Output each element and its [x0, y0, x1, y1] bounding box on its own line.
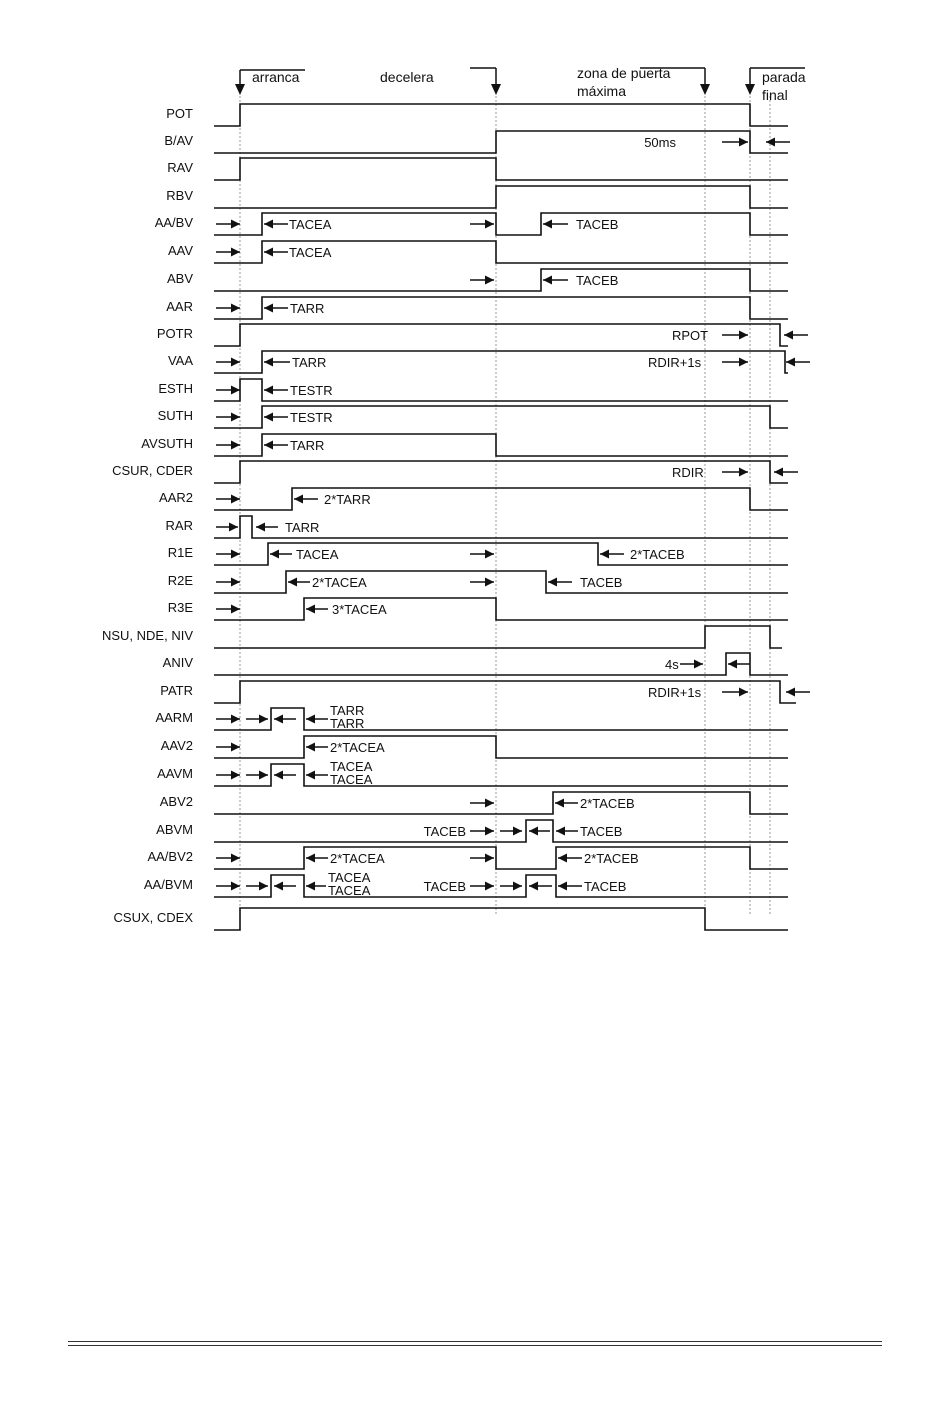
arrow-left-icon [256, 523, 278, 532]
waveform-aarm [214, 708, 788, 730]
waveform-patr [214, 681, 796, 703]
arrow-left-icon [264, 220, 288, 229]
arrow-left-icon [786, 688, 810, 697]
arrow-left-icon [264, 386, 288, 395]
signal-label-csux-cdex: CSUX, CDEX [113, 910, 193, 925]
arrow-right-icon [246, 882, 268, 891]
arrow-left-icon [306, 854, 328, 863]
waveform-nsu-nde-niv [214, 626, 782, 648]
timing-annotation: TACEA [289, 245, 332, 260]
waveform-rav [214, 158, 788, 180]
timing-annotation: TACEB [580, 575, 623, 590]
event-arranca [235, 69, 305, 95]
arrow-left-icon [274, 715, 296, 724]
timing-annotation: TARR [292, 355, 327, 370]
arrow-right-icon [470, 854, 494, 863]
arrow-left-icon [264, 304, 288, 313]
arrow-right-icon [216, 882, 240, 891]
arrow-right-icon [246, 771, 268, 780]
timing-annotation: 2*TACEB [580, 796, 635, 811]
arrow-left-icon [529, 827, 550, 836]
timing-annotation: 2*TACEB [630, 547, 685, 562]
arrow-left-icon [306, 882, 326, 891]
arrow-left-icon [728, 660, 750, 669]
timing-annotation: TACEB [584, 879, 627, 894]
arrow-left-icon [548, 578, 572, 587]
down-arrow-icon [235, 84, 245, 95]
waveform-pot [214, 104, 788, 126]
arrow-right-icon [216, 413, 240, 422]
arrow-left-icon [543, 220, 568, 229]
arrow-left-icon [288, 578, 310, 587]
arrow-right-icon [680, 660, 703, 669]
waveform-csux-cdex [214, 908, 788, 930]
signal-labels [102, 106, 193, 925]
timing-annotation: TESTR [290, 383, 333, 398]
timing-annotation: TACEA [330, 772, 373, 787]
signal-label-abv: ABV [166, 271, 193, 286]
arrow-right-icon [470, 220, 494, 229]
timing-annotation: TACEB [423, 879, 466, 894]
signal-label-aa-bv2: AA/BV2 [147, 849, 193, 864]
signal-label-nsu-nde-niv: NSU, NDE, NIV [101, 628, 193, 643]
signal-label-r2e: R2E [167, 573, 193, 588]
footer-rule-top [68, 1341, 882, 1342]
event-label-line: arranca [252, 69, 300, 85]
timing-annotation: TARR [330, 716, 365, 731]
arrow-right-icon [470, 578, 494, 587]
arrow-right-icon [470, 550, 494, 559]
arrow-right-icon [216, 358, 240, 367]
signal-label-abvm: ABVM [156, 822, 193, 837]
arrow-right-icon [216, 771, 240, 780]
event-label-line: final [762, 87, 788, 103]
arrow-left-icon [270, 550, 292, 559]
timing-annotation: TACEA [289, 217, 332, 232]
signal-label-vaa: VAA [167, 353, 193, 368]
timing-annotation: TARR [330, 703, 365, 718]
arrow-left-icon [306, 715, 328, 724]
waveform-abv2 [214, 792, 788, 814]
arrow-right-icon [216, 854, 240, 863]
down-arrow-icon [700, 84, 710, 95]
arrow-left-icon [294, 495, 318, 504]
signal-label-rbv: RBV [166, 188, 193, 203]
timing-annotation: 4s [665, 657, 679, 672]
timing-annotation: 50ms [644, 135, 676, 150]
timing-annotations [216, 135, 810, 898]
signal-label-rar: RAR [165, 518, 193, 533]
waveform-aav2 [214, 736, 788, 758]
timing-annotation: TACEB [423, 824, 466, 839]
waveform-aavm [214, 764, 788, 786]
arrow-left-icon [274, 882, 296, 891]
waveform-aa-bv2 [214, 847, 788, 869]
waveform-abv [214, 269, 788, 291]
timing-annotation: TARR [285, 520, 320, 535]
timing-annotation: TACEA [296, 547, 339, 562]
signal-label-abv2: ABV2 [159, 794, 193, 809]
arrow-left-icon [264, 248, 288, 257]
arrow-right-icon [722, 468, 748, 477]
arrow-right-icon [470, 827, 494, 836]
arrow-left-icon [306, 771, 328, 780]
signal-label-aniv: ANIV [162, 655, 193, 670]
timing-annotation: 2*TACEB [584, 851, 639, 866]
signal-label-patr: PATR [160, 683, 193, 698]
arrow-right-icon [216, 605, 240, 614]
arrow-right-icon [470, 882, 494, 891]
arrow-right-icon [470, 276, 494, 285]
signal-label-pot: POT [166, 106, 193, 121]
arrow-left-icon [774, 468, 798, 477]
signal-label-csur-cder: CSUR, CDER [112, 463, 193, 478]
arrow-right-icon [216, 441, 240, 450]
arrow-right-icon [216, 578, 240, 587]
arrow-right-icon [216, 550, 240, 559]
signal-label-suth: SUTH [157, 408, 193, 423]
arrow-left-icon [264, 413, 288, 422]
signal-label-b-av: B/AV [164, 133, 193, 148]
timing-annotation: 2*TACEA [330, 851, 385, 866]
event-parada-final [745, 68, 806, 103]
timing-annotation: TACEB [576, 217, 619, 232]
arrow-left-icon [558, 854, 582, 863]
timing-annotation: 2*TACEA [330, 740, 385, 755]
timing-annotation: RDIR+1s [648, 685, 702, 700]
waveform-b-av [214, 131, 788, 153]
arrow-left-icon [264, 358, 290, 367]
arrow-right-icon [722, 358, 748, 367]
down-arrow-icon [745, 84, 755, 95]
timing-annotation: 2*TACEA [312, 575, 367, 590]
arrow-left-icon [555, 799, 578, 808]
timing-annotation: TESTR [290, 410, 333, 425]
arrow-left-icon [786, 358, 810, 367]
signal-label-r3e: R3E [167, 600, 193, 615]
event-label-line: parada [762, 69, 806, 85]
signal-label-r1e: R1E [167, 545, 193, 560]
event-header [235, 65, 806, 103]
signal-label-aar: AAR [166, 299, 193, 314]
arrow-left-icon [264, 441, 288, 450]
arrow-left-icon [306, 743, 328, 752]
signal-label-avsuth: AVSUTH [141, 436, 193, 451]
arrow-right-icon [470, 799, 494, 808]
event-zona-de-puerta-m-xima [577, 65, 710, 99]
timing-annotation: RPOT [672, 328, 709, 343]
signal-label-aa-bv: AA/BV [154, 215, 193, 230]
arrow-left-icon [306, 605, 328, 614]
arrow-right-icon [216, 743, 240, 752]
timing-annotation: TACEA [328, 870, 371, 885]
arrow-right-icon [216, 220, 240, 229]
signal-label-aav: AAV [167, 243, 193, 258]
timing-annotation: TACEB [576, 273, 619, 288]
signal-label-aar2: AAR2 [159, 490, 193, 505]
signal-label-rav: RAV [167, 160, 193, 175]
arrow-right-icon [216, 715, 240, 724]
arrow-left-icon [784, 331, 808, 340]
arrow-right-icon [246, 715, 268, 724]
timing-annotation: RDIR+1s [648, 355, 702, 370]
arrow-left-icon [274, 771, 296, 780]
arrow-right-icon [216, 386, 240, 395]
timing-annotation: RDIR [672, 465, 704, 480]
arrow-right-icon [500, 827, 522, 836]
arrow-left-icon [600, 550, 624, 559]
down-arrow-icon [491, 84, 501, 95]
signal-label-aa-bvm: AA/BVM [143, 877, 193, 892]
arrow-right-icon [216, 523, 238, 532]
timing-annotation: TACEA [330, 759, 373, 774]
waveform-r3e [214, 598, 788, 620]
timing-annotation: TARR [290, 438, 325, 453]
arrow-left-icon [558, 882, 582, 891]
arrow-right-icon [216, 495, 240, 504]
arrow-right-icon [722, 138, 748, 147]
signal-label-aavm: AAVM [157, 766, 193, 781]
signal-label-esth: ESTH [158, 381, 193, 396]
signal-label-aarm: AARM [155, 710, 193, 725]
event-label-line: máxima [577, 83, 627, 99]
arrow-right-icon [722, 688, 748, 697]
timing-annotation: 2*TARR [324, 492, 371, 507]
event-label-line: decelera [380, 69, 434, 85]
arrow-right-icon [216, 248, 240, 257]
event-label-line: zona de puerta [577, 65, 671, 81]
arrow-left-icon [556, 827, 578, 836]
arrow-right-icon [216, 304, 240, 313]
arrow-right-icon [500, 882, 522, 891]
arrow-right-icon [722, 331, 748, 340]
arrow-left-icon [529, 882, 552, 891]
event-decelera [380, 68, 501, 95]
footer-rule-bottom [68, 1345, 882, 1346]
signal-label-aav2: AAV2 [160, 738, 193, 753]
arrow-left-icon [543, 276, 568, 285]
timing-annotation: 3*TACEA [332, 602, 387, 617]
signal-label-potr: POTR [156, 326, 193, 341]
waveform-rbv [214, 186, 788, 208]
timing-annotation: TARR [290, 301, 325, 316]
timing-annotation: TACEA [328, 883, 371, 898]
timing-annotation: TACEB [580, 824, 623, 839]
